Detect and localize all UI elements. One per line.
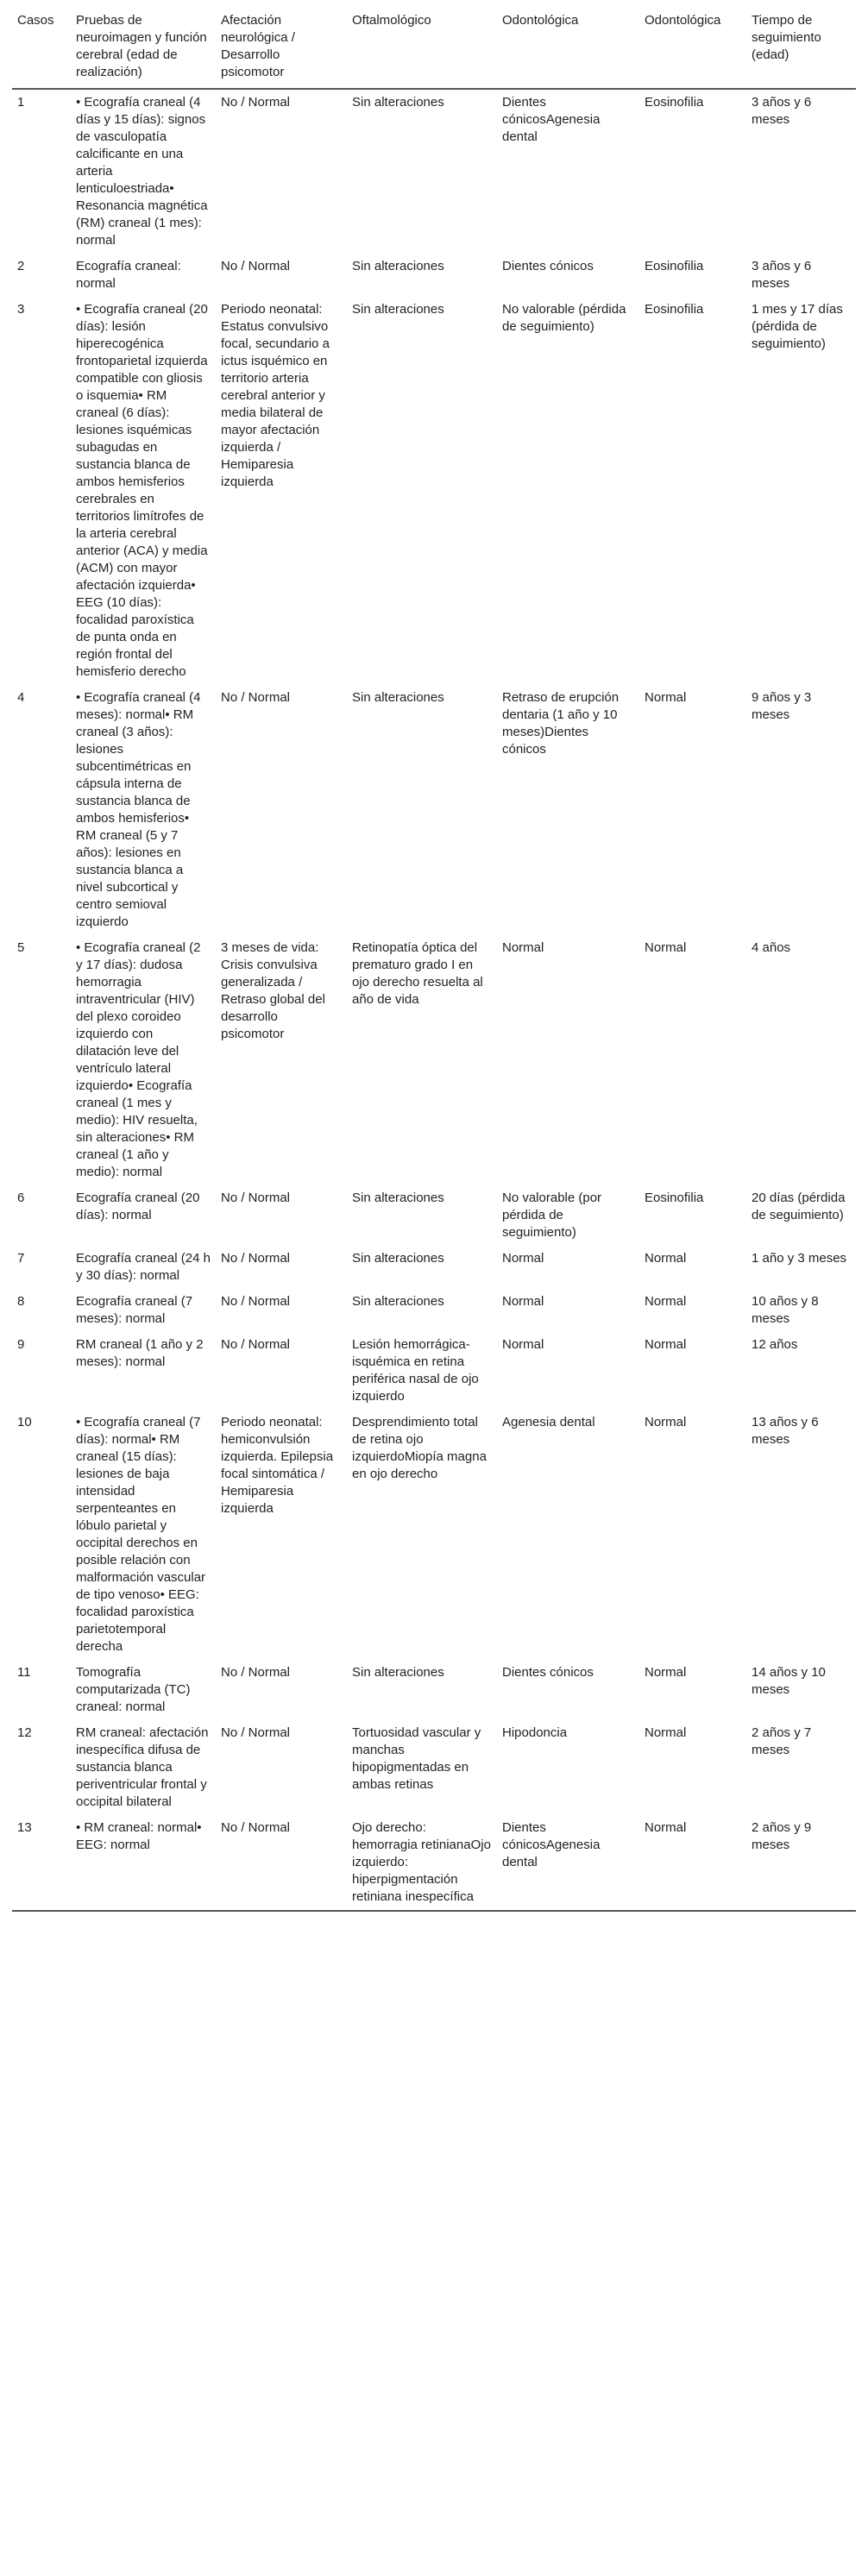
odontological-cell: Hipodoncia <box>502 1725 568 1740</box>
ophthalmological-cell: Sin alteraciones <box>352 1294 444 1309</box>
table-row <box>12 1332 856 1410</box>
odontological-2-cell: Normal <box>645 940 687 955</box>
neuroimaging-cell: • Ecografía craneal (4 meses): normal• RM craneal (3 años): lesiones subcentimétricas en cápsula interna de sustancia blanca de ambos hemisferios• RM craneal (5 y 7 años): lesiones en sustancia blanca a nivel subcortical y centro semioval izquierdo <box>76 690 201 929</box>
case-number-cell: 5 <box>17 940 25 955</box>
odontological-cell: No valorable (por pérdida de seguimiento) <box>502 1191 602 1240</box>
neurological-cell: No / Normal <box>221 1725 291 1740</box>
header-row <box>12 5 856 89</box>
table-row <box>12 1720 856 1815</box>
header-cell-afectacion-neurologica: Afectación neurológica / Desarrollo psicomotor <box>221 13 295 79</box>
neurological-cell: No / Normal <box>221 1191 291 1205</box>
ophthalmological-cell: Sin alteraciones <box>352 259 444 273</box>
table-body <box>12 89 856 1911</box>
ophthalmological-cell: Desprendimiento total de retina ojo izquierdoMiopía magna en ojo derecho <box>352 1415 487 1481</box>
table-header <box>12 5 856 89</box>
neurological-cell: No / Normal <box>221 1251 291 1266</box>
case-number-cell: 9 <box>17 1337 25 1352</box>
neuroimaging-cell: Ecografía craneal (20 días): normal <box>76 1191 200 1222</box>
header-cell-neuroimagen: Pruebas de neuroimagen y función cerebral (edad de realización) <box>76 13 207 79</box>
follow-up-cell: 9 años y 3 meses <box>752 690 812 722</box>
odontological-2-cell: Eosinofilia <box>645 1191 704 1205</box>
table-row <box>12 1185 856 1246</box>
odontological-2-cell: Normal <box>645 1337 687 1352</box>
header-cell-tiempo-seguimiento: Tiempo de seguimiento (edad) <box>752 13 821 62</box>
header-cell-oftalmologico: Oftalmológico <box>352 13 431 28</box>
neuroimaging-cell: Ecografía craneal (7 meses): normal <box>76 1294 193 1326</box>
clinical-cases-table <box>12 5 856 1912</box>
neuroimaging-cell: Ecografía craneal: normal <box>76 259 181 291</box>
odontological-cell: Agenesia dental <box>502 1415 595 1429</box>
follow-up-cell: 10 años y 8 meses <box>752 1294 819 1326</box>
odontological-cell: No valorable (pérdida de seguimiento) <box>502 302 626 334</box>
follow-up-cell: 2 años y 9 meses <box>752 1820 812 1852</box>
odontological-cell: Dientes cónicosAgenesia dental <box>502 1820 601 1869</box>
header-cell-casos: Casos <box>17 13 54 28</box>
follow-up-cell: 3 años y 6 meses <box>752 95 812 127</box>
case-number-cell: 12 <box>17 1725 32 1740</box>
odontological-cell: Normal <box>502 940 544 955</box>
neuroimaging-cell: Ecografía craneal (24 h y 30 días): normal <box>76 1251 211 1283</box>
neuroimaging-cell: • Ecografía craneal (4 días y 15 días): signos de vasculopatía calcificante en una arteria lenticuloestriada• Resonancia magnética (RM) craneal (1 mes): normal <box>76 95 208 248</box>
neuroimaging-cell: RM craneal (1 año y 2 meses): normal <box>76 1337 204 1369</box>
neuroimaging-cell: Tomografía computarizada (TC) craneal: normal <box>76 1665 191 1714</box>
ophthalmological-cell: Sin alteraciones <box>352 1191 444 1205</box>
header-cell-odontologica-2: Odontológica <box>645 13 721 28</box>
neurological-cell: No / Normal <box>221 95 291 110</box>
odontological-cell: Normal <box>502 1251 544 1266</box>
odontological-2-cell: Normal <box>645 1415 687 1429</box>
table-row <box>12 254 856 297</box>
follow-up-cell: 4 años <box>752 940 791 955</box>
ophthalmological-cell: Sin alteraciones <box>352 1665 444 1680</box>
follow-up-cell: 14 años y 10 meses <box>752 1665 826 1697</box>
odontological-2-cell: Normal <box>645 690 687 705</box>
neurological-cell: Periodo neonatal: Estatus convulsivo focal, secundario a ictus isquémico en territorio arteria cerebral anterior y media bilateral de mayor afectación izquierda / Hemiparesia izquierda <box>221 302 330 489</box>
table-row <box>12 1660 856 1720</box>
follow-up-cell: 1 año y 3 meses <box>752 1251 847 1266</box>
neuroimaging-cell: • RM craneal: normal• EEG: normal <box>76 1820 202 1852</box>
follow-up-cell: 2 años y 7 meses <box>752 1725 812 1757</box>
case-number-cell: 8 <box>17 1294 25 1309</box>
odontological-cell: Dientes cónicosAgenesia dental <box>502 95 601 144</box>
odontological-2-cell: Normal <box>645 1665 687 1680</box>
neuroimaging-cell: RM craneal: afectación inespecífica difusa de sustancia blanca periventricular frontal y occipital bilateral <box>76 1725 209 1809</box>
ophthalmological-cell: Tortuosidad vascular y manchas hipopigmentadas en ambas retinas <box>352 1725 481 1792</box>
follow-up-cell: 1 mes y 17 días (pérdida de seguimiento) <box>752 302 843 351</box>
odontological-2-cell: Normal <box>645 1820 687 1835</box>
neuroimaging-cell: • Ecografía craneal (20 días): lesión hiperecogénica frontoparietal izquierda compatible con gliosis o isquemia• RM craneal (6 días): lesiones isquémicas subagudas en sustancia blanca de ambos hemisferios cerebrales en territorios limítrofes de la arteria cerebral anterior (ACA) y media (ACM) con mayor afectación izquierda• EEG (10 días): focalidad paroxística de punta onda en región frontal del hemisferio derecho <box>76 302 208 679</box>
table-row <box>12 935 856 1185</box>
table-row <box>12 1289 856 1332</box>
follow-up-cell: 13 años y 6 meses <box>752 1415 819 1447</box>
follow-up-cell: 3 años y 6 meses <box>752 259 812 291</box>
odontological-2-cell: Normal <box>645 1251 687 1266</box>
ophthalmological-cell: Sin alteraciones <box>352 690 444 705</box>
ophthalmological-cell: Lesión hemorrágica-isquémica en retina periférica nasal de ojo izquierdo <box>352 1337 479 1404</box>
odontological-cell: Normal <box>502 1294 544 1309</box>
odontological-2-cell: Eosinofilia <box>645 259 704 273</box>
follow-up-cell: 20 días (pérdida de seguimiento) <box>752 1191 846 1222</box>
neuroimaging-cell: • Ecografía craneal (2 y 17 días): dudosa hemorragia intraventricular (HIV) del plexo coroideo izquierdo con dilatación leve del ventrículo lateral izquierdo• Ecografía craneal (1 mes y medio): HIV resuelta, sin alteraciones• RM craneal (1 año y medio): normal <box>76 940 201 1179</box>
odontological-cell: Dientes cónicos <box>502 1665 594 1680</box>
odontological-2-cell: Normal <box>645 1294 687 1309</box>
case-number-cell: 10 <box>17 1415 32 1429</box>
neurological-cell: No / Normal <box>221 1665 291 1680</box>
case-number-cell: 4 <box>17 690 25 705</box>
follow-up-cell: 12 años <box>752 1337 798 1352</box>
header-cell-odontologica: Odontológica <box>502 13 579 28</box>
neurological-cell: No / Normal <box>221 690 291 705</box>
table-row <box>12 1246 856 1289</box>
ophthalmological-cell: Retinopatía óptica del prematuro grado I en ojo derecho resuelta al año de vida <box>352 940 483 1007</box>
neurological-cell: 3 meses de vida: Crisis convulsiva generalizada / Retraso global del desarrollo psicomotor <box>221 940 325 1041</box>
odontological-2-cell: Normal <box>645 1725 687 1740</box>
table-row <box>12 1815 856 1911</box>
neurological-cell: No / Normal <box>221 1337 291 1352</box>
ophthalmological-cell: Sin alteraciones <box>352 95 444 110</box>
odontological-2-cell: Eosinofilia <box>645 95 704 110</box>
case-number-cell: 2 <box>17 259 25 273</box>
odontological-cell: Normal <box>502 1337 544 1352</box>
neurological-cell: No / Normal <box>221 1820 291 1835</box>
case-number-cell: 7 <box>17 1251 25 1266</box>
case-number-cell: 6 <box>17 1191 25 1205</box>
neuroimaging-cell: • Ecografía craneal (7 días): normal• RM craneal (15 días): lesiones de baja intensidad serpenteantes en lóbulo parietal y occipital derechos en posible relación con malformación vascular de tipo venoso• EEG: focalidad paroxística parietotemporal derecha <box>76 1415 206 1654</box>
neurological-cell: No / Normal <box>221 1294 291 1309</box>
odontological-2-cell: Eosinofilia <box>645 302 704 317</box>
case-number-cell: 1 <box>17 95 25 110</box>
table-row <box>12 89 856 254</box>
table-row <box>12 1410 856 1660</box>
ophthalmological-cell: Sin alteraciones <box>352 1251 444 1266</box>
case-number-cell: 11 <box>17 1665 31 1680</box>
case-number-cell: 3 <box>17 302 25 317</box>
neurological-cell: Periodo neonatal: hemiconvulsión izquierda. Epilepsia focal sintomática / Hemiparesia izquierda <box>221 1415 334 1516</box>
ophthalmological-cell: Ojo derecho: hemorragia retinianaOjo izquierdo: hiperpigmentación retiniana inespecífica <box>352 1820 491 1904</box>
ophthalmological-cell: Sin alteraciones <box>352 302 444 317</box>
case-number-cell: 13 <box>17 1820 32 1835</box>
table-row <box>12 685 856 935</box>
odontological-cell: Retraso de erupción dentaria (1 año y 10 meses)Dientes cónicos <box>502 690 620 757</box>
odontological-cell: Dientes cónicos <box>502 259 594 273</box>
table-row <box>12 297 856 685</box>
neurological-cell: No / Normal <box>221 259 291 273</box>
